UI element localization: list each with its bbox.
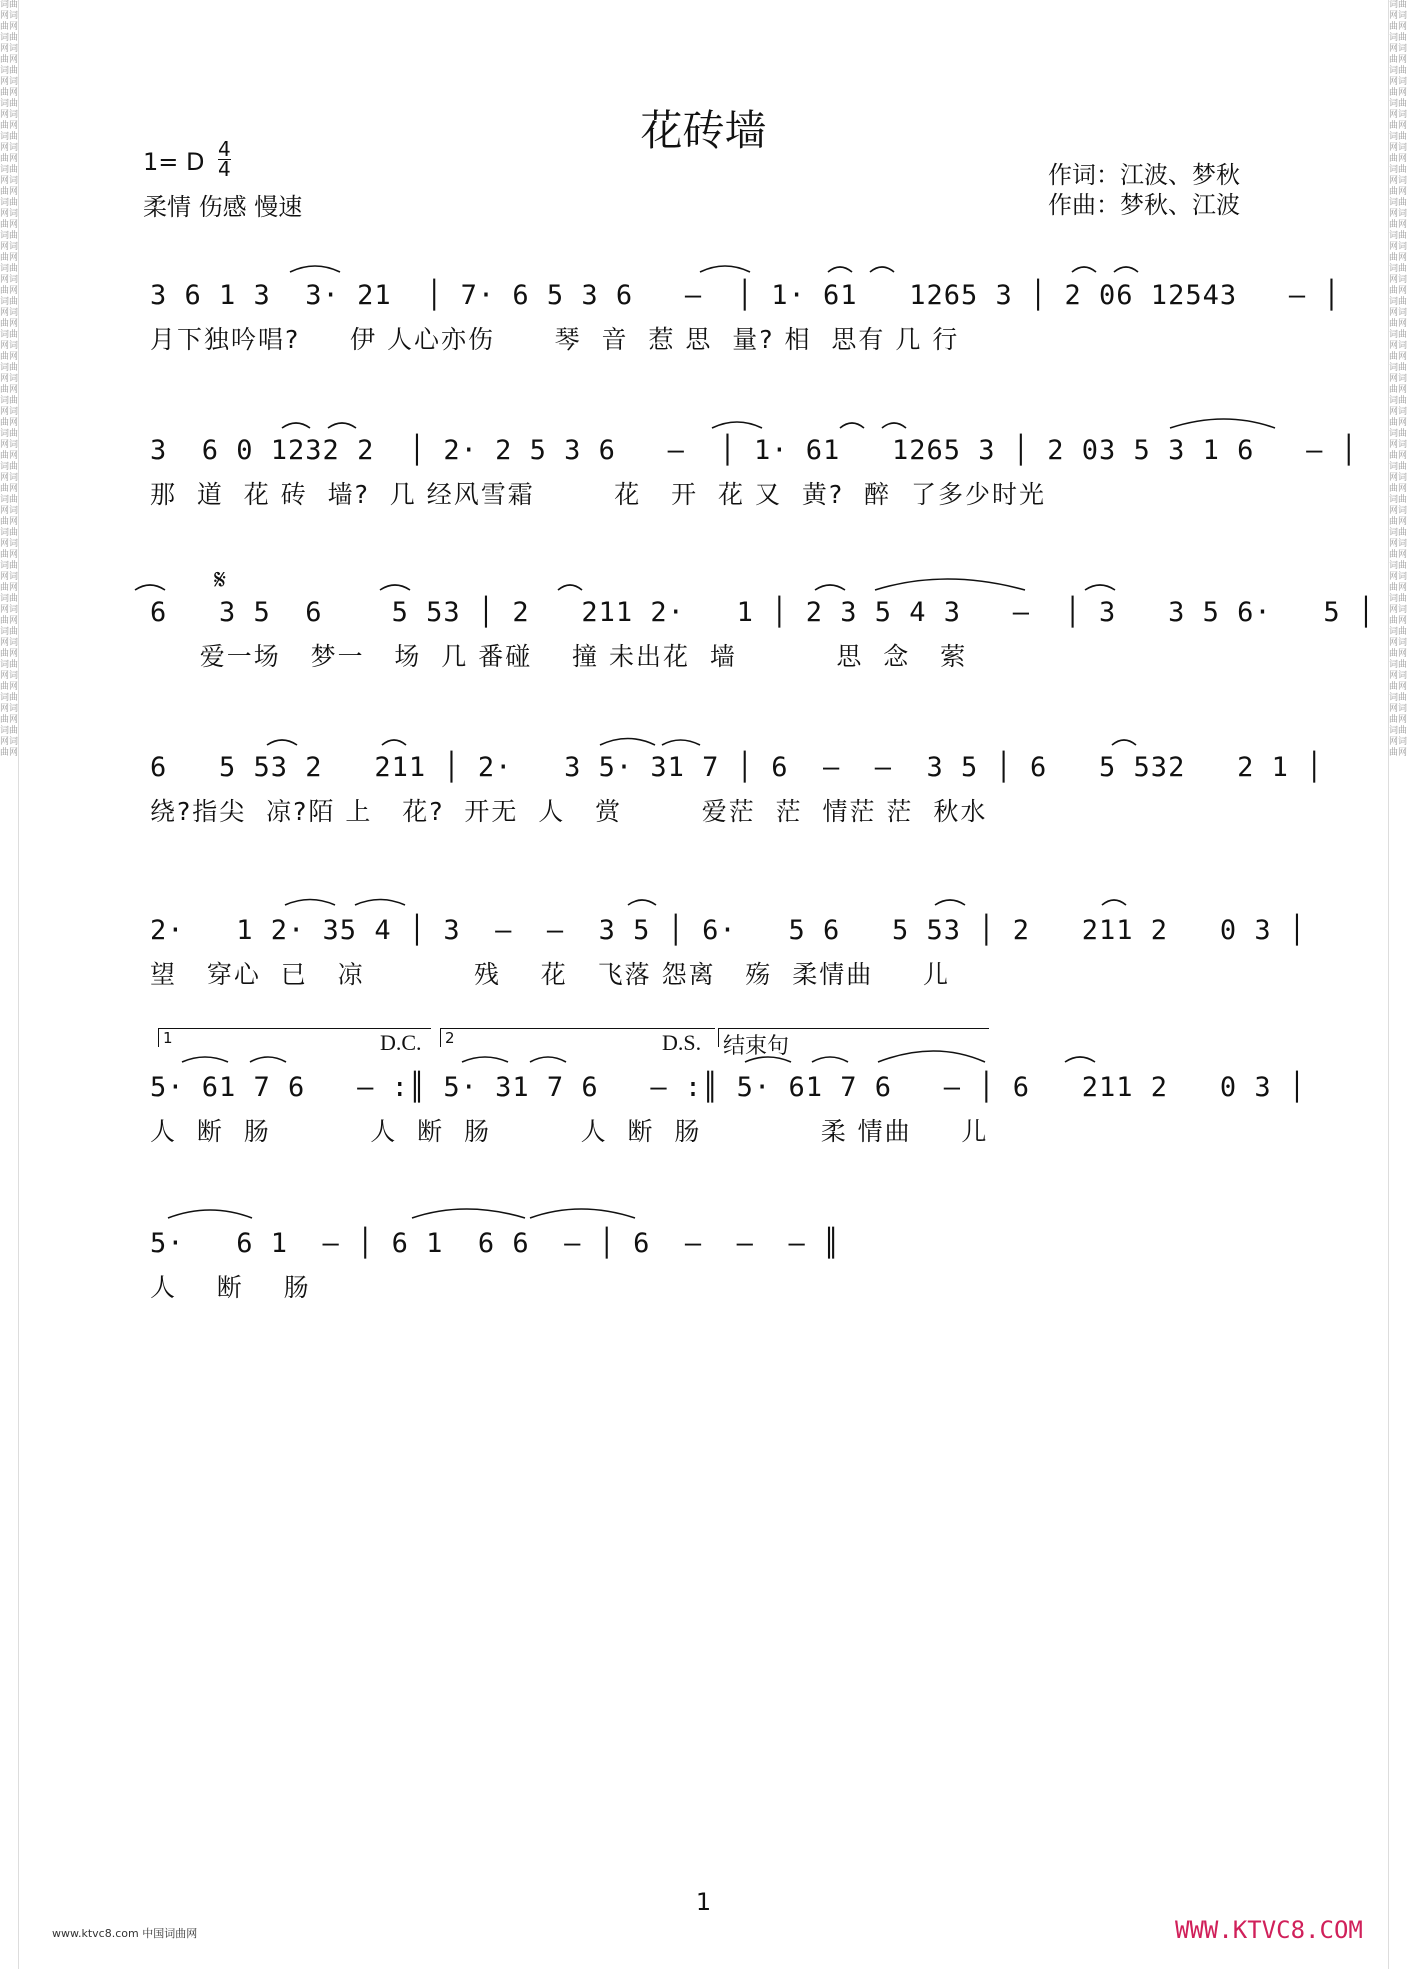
ending-bracket xyxy=(718,1028,989,1059)
system-4 xyxy=(150,752,1324,828)
composer: 作曲：梦秋、江波 xyxy=(1048,191,1240,219)
credits xyxy=(1048,160,1240,220)
lyrics-line: 人 断 肠 人 断 肠 人 断 肠 柔 情曲 儿 xyxy=(150,1117,989,1146)
page-number: 1 xyxy=(695,1888,712,1916)
notes-line: 5· 6 1 — │ 6 1 6 6 — │ 6 — — — ║ xyxy=(150,1228,841,1259)
notes-line: 3 6 1 3 3· 21 │ 7· 6 5 3 6 — │ 1· 61 1265 3 │ 2 06 12543 — │ xyxy=(150,280,1341,311)
dc-mark: D.C. xyxy=(380,1030,422,1055)
system-1 xyxy=(150,280,1341,356)
lyrics-line: 绕?指尖 凉?陌 上 花? 开无 人 赏 爱茫 茫 情茫 茫 秋水 xyxy=(150,797,988,826)
notes-line: 5· 61 7 6 — :║ 5· 31 7 6 — :║ 5· 61 7 6 — │ 6 211 2 0 3 │ xyxy=(150,1072,1307,1103)
footer-site-logo: WWW.KTVC8.COM xyxy=(1175,1916,1363,1944)
notes-line: 2· 1 2· 35 4 │ 3 — — 3 5 │ 6· 5 6 5 53 │ 2 211 2 0 3 │ xyxy=(150,915,1307,946)
lyrics-line: 月下独吟唱? 伊 人心亦伤 琴 音 惹 思 量? 相 思有 几 行 xyxy=(150,325,960,354)
lyrics-line: 爱一场 梦一 场 几 番碰 撞 未出花 墙 思 念 萦 xyxy=(150,642,968,671)
meter-top: 4 xyxy=(218,137,231,161)
time-signature xyxy=(218,137,231,181)
system-7 xyxy=(150,1228,1270,1304)
key-signature: 1= D xyxy=(143,148,205,176)
ending-label: 结束句 xyxy=(723,1034,790,1059)
side-watermark-right: 词曲网词曲网词曲网词曲网词曲网词曲网词曲网词曲网词曲网词曲网词曲网词曲网词曲网词曲网词曲网词曲网词曲网词曲网词曲网词曲网词曲网词曲网词曲网词曲网词曲网词曲网词曲网词曲网词曲网词曲网词曲网词曲网词曲网词曲网词曲网词曲网词曲网词曲网词曲网词曲网词曲网词曲网词曲网词曲网词曲网词曲网 xyxy=(1388,0,1407,1969)
notes-line: 3 6 0 1232 2 │ 2· 2 5 3 6 — │ 1· 61 1265 3 │ 2 03 5 3 1 6 — │ xyxy=(150,435,1358,466)
lyrics-line: 那 道 花 砖 墙? 几 经风雪霜 花 开 花 又 黄? 醉 了多少时光 xyxy=(150,480,1046,509)
song-title: 花砖墙 xyxy=(640,106,767,155)
system-2 xyxy=(150,435,1358,511)
notes-line: 6 5 53 2 211 │ 2· 3 5· 31 7 │ 6 — — 3 5 │ 6 5 532 2 1 │ xyxy=(150,752,1324,783)
system-5 xyxy=(150,915,1307,991)
meter-bottom: 4 xyxy=(218,157,231,181)
system-3 xyxy=(150,597,1376,673)
footer-source: www.ktvc8.com 中国词曲网 xyxy=(52,1927,198,1940)
notes-line: 6 3 5 6 5 53 │ 2 211 2· 1 │ 2 3 5 4 3 — │ 3 3 5 6· 5 │ xyxy=(150,597,1376,628)
lyricist: 作词：江波、梦秋 xyxy=(1048,161,1240,189)
side-watermark-left: 词曲网词曲网词曲网词曲网词曲网词曲网词曲网词曲网词曲网词曲网词曲网词曲网词曲网词曲网词曲网词曲网词曲网词曲网词曲网词曲网词曲网词曲网词曲网词曲网词曲网词曲网词曲网词曲网词曲网词曲网词曲网词曲网词曲网词曲网词曲网词曲网词曲网词曲网词曲网词曲网词曲网词曲网词曲网词曲网词曲网词曲网 xyxy=(0,0,19,1969)
volta-1-label: 1 xyxy=(163,1029,173,1047)
system-6 xyxy=(150,1072,1307,1148)
volta-2-label: 2 xyxy=(445,1029,455,1047)
lyrics-line: 人 断 肠 xyxy=(150,1273,311,1302)
lyrics-line: 望 穿心 已 凉 残 花 飞落 怨离 殇 柔情曲 儿 xyxy=(150,960,951,989)
ds-mark: D.S. xyxy=(662,1030,702,1055)
tempo-mood: 柔情 伤感 慢速 xyxy=(143,193,303,221)
segno-mark: 𝄋 xyxy=(214,565,227,596)
